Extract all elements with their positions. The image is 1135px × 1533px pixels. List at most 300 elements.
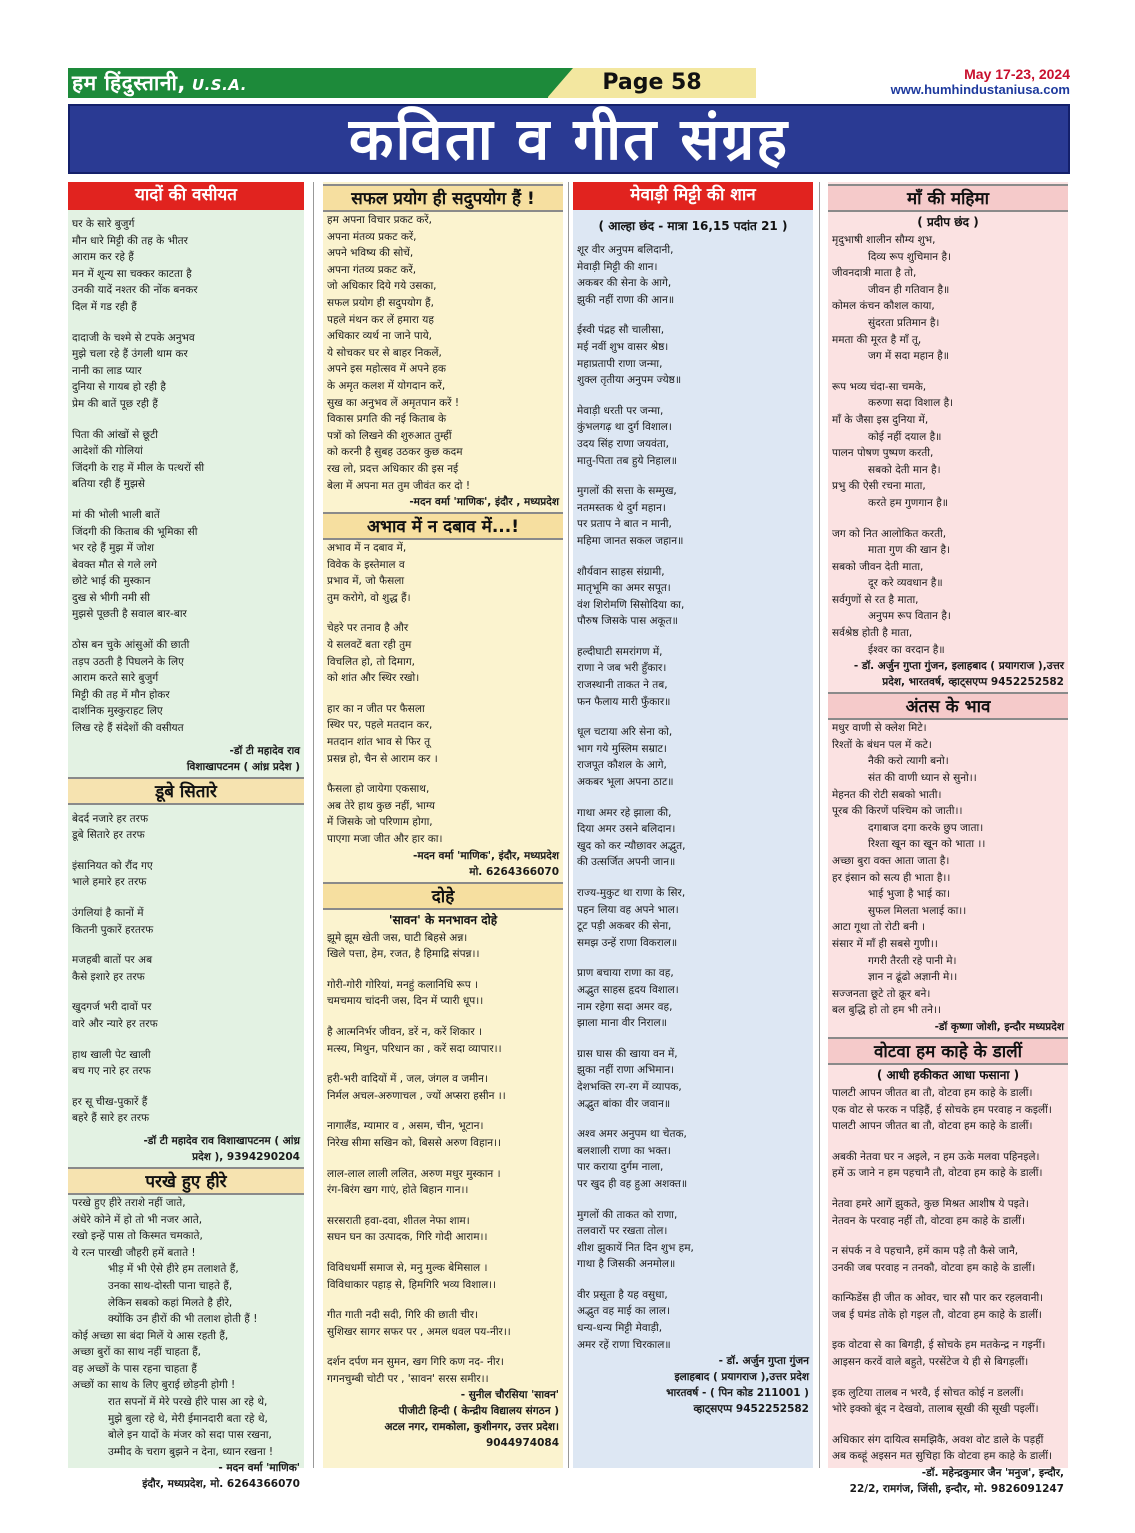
author-signature-line: भारतवर्ष - ( पिन कोड 211001 ) [666,1387,809,1400]
poem-line: में जिसके जो परिणाम होगा, [327,816,433,829]
poem-body [323,540,563,848]
poem-line: भीड़ में भी ऐसे हीरे हम तलाशते हैं, [108,1263,239,1276]
poem-line: विचलित हो, तो दिमाग, [327,655,415,668]
poem-line: स्थिर पर, पहले मतदान कर, [327,719,433,732]
poem-line: दगाबाज दगा करके छुप जाता। [868,821,984,834]
poem-line: रंग-बिरंग खग गाएं, होते बिहान गान।। [327,1184,469,1197]
poem-line: रात सपनों में मेरे परखे हीरे पास आ रहे थे, [108,1396,268,1409]
poem-line: सरसराती हवा-दवा, शीतल नेफा शाम। [327,1214,470,1227]
poem-line: लेकिन सबको कहां मिलते है हीरे, [108,1296,233,1309]
poem-line: इक लुटिया तालब न भरवै, ई सोचत कोई न डललीं। [832,1386,1024,1399]
stanza-gap [832,1323,1064,1337]
poem-line: अबकी नेतवा घर न अइले, न हम ऊके मलवा पहिनइले। [832,1150,1040,1163]
poem-line: न संपर्क न वे पहचानै, हमें काम पड़ै तौ कैसे जानै, [832,1245,1019,1258]
poem-line: कोई अच्छा सा बंदा मिलें ये आस रहती हैं, [72,1329,229,1342]
poem-line: दुनिया से गायब हो रही है [72,381,166,394]
poem-line: जीवन ही गतिवान है॥ [868,283,950,296]
poem-line: मुझे चला रहे हैं उंगली थाम कर [72,348,188,361]
poem-line: हल्दीघाटी समरांगण में, [577,645,663,658]
poem-body [828,1085,1068,1465]
poem-body [323,930,563,1388]
poem-line: अमर रहें राणा चिरकाल॥ [577,1338,671,1351]
stanza-gap [832,1418,1064,1432]
poem-line: उदय सिंह राणा जयवंता, [577,437,669,450]
poem-line: इंसानियत को रौंद गए [72,859,153,872]
author-signature-line: 22/2, रामगंज, जिंसी, इन्दौर, मो. 9826091247 [849,1483,1064,1496]
poem-line: अद्भुत साहस हृदय विशाल। [577,983,679,996]
stanza-gap [72,1080,300,1094]
poem-line: कितनी पुकारें हरतरफ [72,923,154,936]
poem-line: खुद को कर न्यौछावर अद्भुत, [577,839,686,852]
poem-line: अकबर की सेना के आगे, [577,277,672,290]
poem-body [323,212,563,494]
poem-title: वोटवा हम काहे के डालीं [828,1037,1068,1065]
poem-signature [828,1465,1068,1497]
poem-line: मृदुभाषी शालीन सौम्य शुभ, [832,234,936,246]
poem-line: निर्मल अचल-अरुणाचल , ज्यों अप्सरा हसीन ।। [327,1089,506,1102]
poem-line: फन फैलाय मारी फुँकार॥ [577,695,671,708]
poem-line: जग को नित आलोकित करती, [832,527,947,540]
poem-line: उनकी जब परवाह न तनकौ, वोटवा हम काहे के डालीं। [832,1261,1036,1274]
poem-signature [68,743,304,775]
poem-line: दूर करे व्यवधान है॥ [868,577,943,590]
poem-line: दिव्य रूप शुचिमान है। [868,250,952,263]
issue-date: May 17-23, 2024 [964,66,1070,82]
poem-line: पाएगा मजा जीत और हार का। [327,833,443,845]
poem-line: प्रेम की बातें पूछ रही हैं [72,397,158,410]
poem-line: है आत्मनिर्भर जीवन, डरें न, करें शिकार । [327,1025,482,1038]
poem-line: को करनी है सुबह उठकर कुछ कदम [327,446,463,459]
poem-line: अंधेरे कोने में हो तो भी नजर आते, [72,1213,203,1226]
author-signature-line: विशाखापटनम ( आंध्र प्रदेश ) [186,760,300,773]
poem-line: चमचमाय चांदनी जस, दिन में प्यारी धूप।। [327,995,484,1008]
stanza-gap [327,1104,559,1118]
stanza-gap [832,1229,1064,1243]
stanza-gap [327,963,559,977]
poem-line: टूट पड़ी अकबर की सेना, [577,920,672,933]
poem-line: खुदगर्ज भरी दावों पर [72,1001,152,1014]
poem-line: लाल-लाल लाली ललित, अरुण मधुर मुस्कान । [327,1167,501,1180]
poem-line: पार कराया दुर्गम नाला, [577,1161,664,1174]
poem-line: अद्भुत बांका वीर जवान॥ [577,1097,671,1110]
poem-line: शुक्ल तृतीया अनुपम ज्येष्ठ॥ [577,374,682,387]
poem-line: जो अधिकार दिये गये उसका, [327,280,437,293]
poem-line: अपना मंतव्य प्रकट करें, [327,230,417,243]
poem-title: सफल प्रयोग ही सदुपयोग हैं ! [323,184,563,212]
poem-signature [323,1387,563,1451]
poem-line: दादाजी के चश्मे से टपके अनुभव [72,331,195,344]
poem-line: ग्रास घास की खाया वन में, [577,1047,678,1060]
poem-body [828,720,1068,1019]
poem-line: भाले हमारे हर तरफ [72,876,147,889]
stanza-gap [832,1276,1064,1290]
author-signature-line: प्रदेश ), 9394290204 [192,1150,300,1163]
stanza-gap [577,951,809,965]
poem-line: करुणा सदा विशाल है। [868,397,954,410]
poem-line: सबको देती मान है। [868,463,941,476]
poem-line: उम्मीद के चराग बुझने न देना, ध्यान रखना ! [108,1445,274,1458]
poem-line: धूल चटाया अरि सेना को, [577,726,673,739]
poem-line: चेहरे पर तनाव है और [327,622,409,635]
poem-line: मेवाड़ी मिट्टी की शान। [577,260,658,273]
poem-line: नागालैंड, म्यामार व , असम, चीन, भूटान। [327,1120,484,1133]
poem-line: प्राण बचाया राणा का वह, [577,967,674,980]
poem-line: जिंदगी के राह में मील के पत्थरों सी [72,461,205,474]
poem-line: महाप्रतापी राणा जन्मा, [577,357,663,370]
poem-line: अधिकार व्यर्थ ना जाने पाये, [327,330,433,343]
poem-line: राणा ने जब भरी हुँकार। [577,662,667,675]
poem-line: अकबर भूला अपना ठाट॥ [577,776,674,789]
author-signature-line: -डॉ टी महादेव राव विशाखापटनम ( आंध्र [143,1134,300,1147]
poem-line: सुख का अनुभव लें अमृतपान करें ! [327,396,460,409]
newspaper-country: U.S.A. [191,76,247,94]
stanza-gap [327,1057,559,1071]
poem-line: गाथा अमर रहे झाला की, [577,806,672,819]
poem-line: अधिकार संग दायित्व समझिकै, अवश वोट डाले के पड़हीं [832,1433,1044,1446]
poem-line: भाई भुजा है भाई का। [868,888,951,901]
poem-subtitle: ( प्रदीप छंद ) [917,215,979,229]
poem-signature [573,1353,813,1417]
poem-line: करते हम गुणगान है॥ [868,496,949,509]
poem-line: झूमे झूम खेती जस, घाटी बिहसे अन्न। [327,931,468,944]
poem-line: बेदर्द नजारे हर तरफ [72,812,149,825]
poem-line: कोमल कंचन कौशल काया, [832,300,935,313]
poem-line: शीश झुकायें नित दिन शुभ हम, [577,1241,694,1254]
poem-line: प्रसन्न हो, चैन से आराम कर । [327,752,438,765]
poem-line: नतमस्तक थे दुर्ग महान। [577,501,666,514]
poem-line: मजहबी बातों पर अब [72,954,153,967]
poem-line: राजस्थानी ताकत ने तब, [577,679,668,692]
poem-line: सुफल मिलता भलाई का।। [868,904,967,917]
poem-line: ममता की मूरत है माँ तू, [832,333,922,346]
poem-title: अभाव में न दबाव में...! [323,512,563,540]
poem-line: सर्वश्रेष्ठ होती है माता, [832,627,913,640]
poem-line: की उत्सर्जित अपनी जान॥ [577,856,676,869]
poem-line: अश्व अमर अनुपम था चेतक, [577,1128,687,1141]
poem-line: विविधाकार पहाड़ से, हिमगिरि भव्य विशाल।। [327,1278,497,1291]
poem-line: मेहनत की रोटी सबको भाती। [832,788,942,801]
poem-line: अद्भुत वह माई का लाल। [577,1305,670,1318]
poem-line: आटा गूथा तो रोटी बनी । [832,921,926,934]
poem-line: जिंदगी की किताब की भूमिका सी [72,525,198,538]
poem-line: तुम करोगे, वो शुद्ध हैं। [327,591,411,604]
poem-subtitle: ( आधी हकीकत आधा फसाना ) [876,1067,1020,1082]
poem-title: माँ की महिमा [828,184,1068,212]
author-signature-line: - सुनील चौरसिया 'सावन' [460,1389,559,1402]
poem-line: बेला में अपना मत तुम जीवंत कर दो ! [327,479,471,492]
poem-line: मुझसे पूछती है सवाल बार-बार [72,608,187,621]
poem-line: दार्शनिक मुस्कुराहट लिए [72,705,163,718]
poem-line: दुख से भीगी नमी सी [72,591,150,604]
poem-line: रख लो, प्रदत्त अधिकार की इस नई [327,462,459,475]
poem-line: समझ उन्हें राणा विकराल॥ [577,936,678,949]
poem-line: गोरी-गोरी गोरियां, मनहुं कलानिधि रूप । [327,978,478,991]
poem-line: लिख रहे हैं संदेशों की वसीयत [72,722,184,735]
stanza-gap [577,630,809,644]
poem-line: पालटी आपन जीतत बा तौ, वोटवा हम काहे के डालीं। [832,1120,1033,1133]
poem-title: यादों की वसीयत [68,182,304,210]
poem-line: अब तेरे हाथ कुछ नहीं, भाग्य [327,799,436,812]
poem-line: ये सोचकर घर से बाहर निकलें, [327,346,442,359]
author-signature-line: - डॉ. अर्जुन गुप्ता गुंजन [718,1355,809,1368]
poem-line: नैकी करो त्यागी बनो। [868,755,949,768]
poem-line: सुशिखर सागर सफर पर , अमल धवल पय-नीर।। [327,1325,511,1338]
poem-line: माँ के जैसा इस दुनिया में, [832,413,929,426]
stanza-gap [577,710,809,724]
author-signature-line: - मदन वर्मा 'माणिक' [218,1462,300,1475]
poem-line: आदेशों की गोलियां [72,445,143,458]
poem-line: मेवाड़ी धरती पर जन्मा, [577,404,664,417]
masthead [68,66,1070,98]
poem-subtitle: ( आल्हा छंद - मात्रा 16,15 पदांत 21 ) [598,219,788,233]
poem-line: भाग गये मुस्लिम सम्राट। [577,742,667,755]
poem-line: मतदान शांत भाव से फिर तू [327,736,431,749]
column-divider [819,182,820,1468]
poem-line: ठोस बन चुके आंसुओं की छाती [72,639,190,652]
poem-signature [828,1019,1068,1035]
poem-line: पिता की आंखों से छूटी [72,428,159,441]
poem-line: बोले इन यादों के मंजर को सदा पास रखना, [108,1429,272,1442]
stanza-gap [577,389,809,403]
poem-line: सघन घन का उत्पादक, गिरि गोदी आराम।। [327,1231,488,1244]
poem-line: वंश शिरोमणि सिसोदिया का, [577,598,685,611]
poem-line: ये सलवटें बता रही तुम [327,639,412,652]
poem-signature [323,848,563,880]
poem-line: पालन पोषण पुष्पण करती, [832,447,934,460]
poem-line: बल बुद्धि हो तो हम भी तने।। [832,1004,941,1017]
stanza-gap [327,1340,559,1354]
column-2 [323,182,563,1468]
poem-line: हर सू चीख-पुकारें हैं [72,1095,148,1108]
author-signature-line: प्रदेश, भारतवर्ष, व्हाट्सएप्प 9452252582 [882,676,1064,689]
poem-line: हम अपना विचार प्रकट करें, [327,214,433,226]
author-signature-line: -डॉ टी महादेव राव [229,744,300,757]
stanza-gap [72,413,300,427]
stanza-gap [577,308,809,322]
column-divider [568,182,569,1468]
poem-line: नेतवा हमरे आगें झुकते, कुछ मिश्रत आशीष ये पइते। [832,1197,1029,1210]
poem-line: झाला माना वीर निराल॥ [577,1017,667,1030]
author-signature-line: -मदन वर्मा 'माणिक', इंदौर , मध्यप्रदेश [409,496,559,509]
poem-line: जब ई घमंड तोके हो गइल तौ, वोटवा हम काहे के डालीं। [832,1308,1042,1321]
poem-line: को शांत और स्थिर रखो। [327,672,420,685]
stanza-gap [577,791,809,805]
poem-line: रिश्ता खून का खून को भाता ।। [868,838,986,851]
poem-line: गीत गाती नदी सदी, गिरि की छाती चीर। [327,1309,479,1322]
poem-signature [68,1460,304,1492]
poem-body [573,242,813,1353]
poem-line: कान्फिडेंस ही जीत क ओवर, चार सौ पार कर रहलवानी। [832,1292,1044,1305]
poem-line: फैसला हो जायेगा एकसाथ, [327,783,430,796]
poem-line: जीवनदात्री माता है तो, [832,267,917,280]
poem-line: पौरुष जिसके पास अकूत॥ [577,615,678,628]
stanza-gap [72,891,300,905]
poem-line: हार का न जीत पर फैसला [327,702,425,715]
poem-line: झुकी नहीं राणा की आन॥ [577,293,675,306]
stanza-gap [832,1135,1064,1149]
poem-line: मुगलों की ताकत को राणा, [577,1208,678,1221]
stanza-gap [72,493,300,507]
poem-line: देशभक्ति रग-रग में व्यापक, [577,1080,682,1093]
poem-line: झुका नहीं राणा अभिमान। [577,1064,675,1077]
poem-line: हमें ऊ जाने न हम पहचानै तौ, वोटवा हम काहे के डालीं। [832,1167,1043,1180]
stanza-gap [327,1293,559,1307]
stanza-gap [577,1032,809,1046]
stanza-gap [832,512,1064,526]
poem-subtitle: 'सावन' के मनभावन दोहे [388,912,498,927]
poem-line: ये रत्न पारखी जौहरी हमें बताते ! [72,1246,196,1259]
poem-line: अच्छा बुरा वक्त आता जाता है। [832,855,950,867]
poem-line: दर्शन दर्पण मन सुमन, खग गिरि कण नद- नीर। [327,1356,504,1369]
poem-line: हर इंसान को सत्य ही भाता है।। [832,871,951,884]
stanza-gap [577,1193,809,1207]
newspaper-name-bar [68,68,548,98]
stanza-gap [72,316,300,330]
poem-line: रूप भव्य चंदा-सा चमके, [832,380,927,393]
author-signature-line: इलाहबाद ( प्रयागराज ),उत्तर प्रदेश [674,1371,809,1384]
poem-line: मुगलों की सत्ता के सम्मुख, [577,485,677,498]
poem-signature [68,1133,304,1165]
poem-line: ईस्वी पंद्रह सौ चालीसा, [577,324,665,337]
column-divider [313,182,314,1468]
poem-line: नाम रहेगा सदा अमर वह, [577,1000,673,1013]
stanza-gap [832,365,1064,379]
poem-line: सज्जनता छूटे तो क्रूर बने। [832,987,931,1000]
stanza-gap [72,1033,300,1047]
column-3 [573,182,813,1468]
poem-line: अपने इस महोत्सव में अपने हक [327,363,446,376]
poem-line: हरी-भरी वादियों में , जल, जंगल व जमीन। [327,1073,488,1086]
stanza-gap [72,985,300,999]
author-signature-line: पीजीटी हिन्दी ( केन्द्रीय विद्यालय संगठन ) [398,1405,559,1418]
stanza-gap [327,767,559,781]
stanza-gap [327,606,559,620]
stanza-gap [577,469,809,483]
poem-line: राजपूत कौशल के आगे, [577,759,667,772]
author-signature-line: 9044974084 [485,1437,559,1450]
poem-line: अब कब्हूं अइसन मत सुचिहा कि वोटवा हम काहे के डालीं। [832,1450,1053,1463]
poem-line: प्रभु की ऐसी रचना माता, [832,480,926,493]
poem-line: माता गुण की खान है। [868,544,951,557]
poem-line: सबको जीवन देती माता, [832,560,924,573]
poem-line: जग में सदा महान है॥ [868,350,949,363]
page-number: Page 58 [548,68,756,98]
poem-signature [828,658,1068,690]
poem-line: सफल प्रयोग ही सदुपयोग हैं, [327,296,434,309]
poem-line: बच गए नारे हर तरफ [72,1065,151,1078]
stanza-gap [577,871,809,885]
poem-line: दिया अमर उसने बलिदान। [577,823,676,836]
poem-line: मन में शून्य सा चक्कर काटता है [72,267,192,280]
poem-line: आराम कर रहे हैं [72,251,134,264]
poem-line: घर के सारे बुजुर्ग [72,218,135,230]
poem-line: विकास प्रगति की नई किताब के [327,413,447,426]
stanza-gap [327,1010,559,1024]
poem-line: अभाव में न दबाव में, [327,542,407,555]
poem-line: मौन धारे मिट्टी की तह के भीतर [72,234,188,247]
author-signature-line: -डॉ. महेन्द्रकुमार जैन 'मनुज', इन्दौर, [921,1467,1064,1480]
stanza-gap [327,1152,559,1166]
poem-body [68,216,304,737]
poem-line: डूबे सितारे हर तरफ [72,829,145,842]
stanza-gap [577,550,809,564]
poem-line: पहन लिया वह अपने भाल। [577,903,679,916]
poem-line: गाथा है जिसकी अनमोल॥ [577,1258,676,1271]
poem-line: मातु-पिता तब हुये निहाल॥ [577,454,678,467]
poem-line: छोटे भाई की मुस्कान [72,575,151,588]
poem-line: अपना गंतव्य प्रकट करें, [327,263,417,276]
poem-line: मुझे बुला रहे थे, मेरी ईमानदारी बता रहे थे, [108,1412,268,1425]
poem-line: पालटी आपन जीतत बा तौ, वोटवा हम काहे के डालीं। [832,1086,1033,1099]
column-1 [68,182,304,1491]
stanza-gap [327,1246,559,1260]
poem-line: तड़प उठती है पिघलने के लिए [72,655,184,668]
poem-title: दोहे [323,882,563,910]
poem-line: भोरे इक्को बूंद न देखवो, तालाब सूखी की सूखी पइलीं। [832,1403,1039,1416]
poem-title: परखे हुए हीरे [68,1167,304,1195]
poem-line: एक वोट से फरक न पड़िहैं, ई सोचके हम परवाह न कइलीं। [832,1103,1052,1116]
poem-line: क्योंकि उन हीरों की भी तलाश होती हैं ! [108,1313,258,1326]
poem-line: आराम करते सारे बुजुर्ग [72,672,159,685]
poem-line: अच्छा बुरों का साथ नहीं चाहता हैं, [72,1346,202,1359]
poem-line: पहले मंथन कर लें हमारा यह [327,313,434,326]
poem-line: प्रभाव में, जो फैसला [327,575,405,588]
author-signature-line: -डॉ कृष्णा जोशी, इन्दौर मध्यप्रदेश [934,1020,1064,1033]
poem-line: विवेक के इस्तेमाल व [327,558,405,571]
poem-title: डूबे सितारे [68,777,304,805]
poem-signature [323,494,563,510]
poem-line: मई नवीं शुभ वासर श्रेष्ठ। [577,340,669,353]
poem-line: मातृभूमि का अमर सपूत। [577,582,671,595]
poem-line: इक वोटवा से का बिगड़ी, ई सोचके हम मतकेन्द्र न गइनीं। [832,1339,1046,1352]
website-link[interactable]: www.humhindustaniusa.com [890,82,1070,97]
poem-line: कैसे इशारे हर तरफ [72,970,145,983]
poem-line: बेवक्त मौत से गले लगे [72,558,157,571]
stanza-gap [832,1371,1064,1385]
poem-line: निरेख सीमा सखिन को, बिससे अरुण विहान।। [327,1136,502,1149]
poem-line: राज्य-मुकुट था राणा के सिर, [577,887,686,899]
stanza-gap [72,623,300,637]
poem-line: विविधधर्मी समाज से, मनु मुल्क बेमिसाल । [327,1261,488,1274]
poem-line: शौर्यवान साहस संग्रामी, [577,565,665,578]
poem-line: नानी का लाड प्यार [72,364,142,377]
author-signature-line: व्हाट्सएप्प 9452252582 [693,1403,809,1416]
poem-line: हाथ खाली पेट खाली [72,1048,151,1061]
poem-body [68,1195,304,1461]
poem-title: मेवाड़ी मिट्टी की शान [573,182,813,210]
poem-line: ईश्वर का वरदान है॥ [868,643,945,656]
poem-line: मिट्टी की तह में मौन होकर [72,688,170,701]
poem-line: पत्रों को लिखने की शुरुआत तुम्हीं [327,429,452,442]
newspaper-name: हम हिंदुस्तानी, [72,71,186,95]
poem-line: मां की भोली भाली बातें [72,508,160,521]
stanza-gap [577,1273,809,1287]
poem-line: ज्ञान न ढूंढो अज्ञानी मे।। [868,971,958,984]
poem-line: उंगलियां है कानों में [72,907,144,919]
poem-line: वारे और न्यारे हर तरफ [72,1017,158,1030]
stanza-gap [72,938,300,952]
poem-line: अपने भविष्य की सोचें, [327,247,414,260]
poem-line: संसार में माँ ही सबसे गुणी।। [832,937,938,950]
author-signature-line: मो. 6264366070 [469,865,559,878]
poem-line: अनुपम रूप वितान है। [868,610,951,623]
poem-line: परखे हुए हीरे तराशे नहीं जाते, [72,1196,186,1209]
poem-line: संत की वाणी ध्यान से सुनो।। [868,772,977,785]
poem-line: मत्स्य, मिथुन, परिधान का , करें सदा व्यापार।। [327,1042,502,1055]
poem-line: पर खुद ही वह हुआ अशक्त॥ [577,1177,688,1190]
poem-line: के अमृत कलश में योगदान करें, [327,379,446,392]
author-signature-line: इंदौर, मध्यप्रदेश, मो. 6264366070 [142,1478,300,1491]
